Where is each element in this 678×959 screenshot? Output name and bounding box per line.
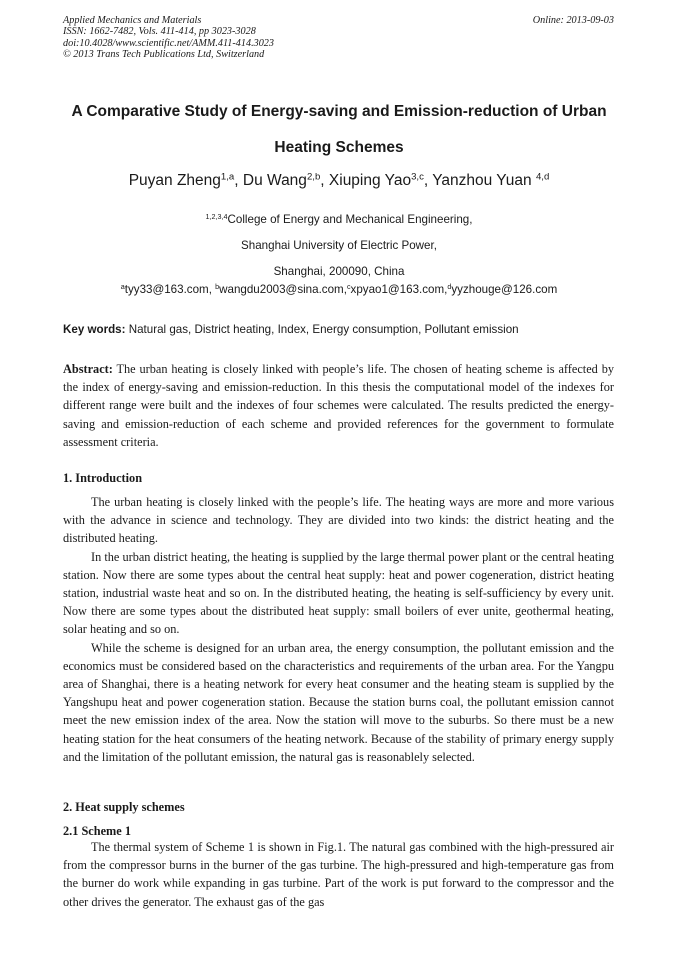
paper-title — [40, 94, 638, 166]
affiliation-line-3: Shanghai, 200090, China — [273, 265, 405, 278]
paragraph: The urban heating is closely linked with the people’s life. The heating ways are more and more various with the advance in science and technology. They are divided into two kinds: the district heating and the distributed heating. — [63, 495, 614, 546]
issn: ISSN: 1662-7482, Vols. 411-414, pp 3023-3028 — [63, 26, 256, 38]
paragraph: The thermal system of Scheme 1 is shown in Fig.1. The natural gas combined with the high-pressured air from the compressor burns in the burner of the gas turbine. The high-pressured and high-temperature gas from the burner do work while expanding in gas turbine. Part of the work is put forward to the compressor and the other drives the generator. The exhaust gas of the gas — [63, 840, 614, 909]
section-heading: 1. Introduction — [63, 471, 143, 485]
affiliation-line-2: Shanghai University of Electric Power, — [241, 239, 437, 252]
email: $^d$yyzhouge@126.com — [447, 282, 558, 296]
author-list — [40, 172, 638, 190]
author: Xiuping Yao$^{3,c}$, — [328, 171, 433, 189]
keywords — [63, 321, 623, 338]
title-line-2: Heating Schemes — [274, 139, 404, 156]
keywords-label: Key words: — [63, 323, 126, 336]
author: Du Wang$^{2,b}$, — [242, 171, 329, 189]
title-line-1: A Comparative Study of Energy-saving and Emission-reduction of Urban — [71, 103, 607, 120]
scheme1-body — [63, 838, 614, 911]
email: $^a$tyy33@163.com, — [120, 282, 216, 296]
author-emails — [40, 281, 638, 299]
paragraph: In the urban district heating, the heating is supplied by the large thermal power plant or the central heating station. Now there are some types about the central heat supply: heat and power cogeneration, district heating station, industrial waste heat and so on. In the distributed heating, the heating is self-sufficiency by every unit. Now there are some types about the distributed heat supply: small boilers of ever unite, geothermal heating, solar heating and so on. — [63, 549, 614, 637]
affiliation — [40, 207, 638, 285]
doi: doi:10.4028/www.scientific.net/AMM.411-414.3023 — [63, 37, 274, 49]
copyright: © 2013 Trans Tech Publications Ltd, Switzerland — [63, 49, 265, 61]
author: Puyan Zheng$^{1,a}$, — [128, 171, 243, 189]
email: $^b$wangdu2003@sina.com, — [215, 282, 347, 296]
journal-name: Applied Mechanics and Materials — [63, 15, 202, 26]
email: $^c$xpyao1@163.com, — [346, 282, 448, 296]
paragraph: While the scheme is designed for an urban area, the energy consumption, the pollutant emission and the economics must be considered based on the characteristics and requirements of the urban area. For the Yangpu area of Shanghai, there is a heating network for every heat consumer and the heating steam is supplied by the Yangshupu heat and power cogeneration station. Because the station burns coal, the pollutant emission cannot meet the new emission index of the area. Now the station will move to the suburbs. So there must be a new heating station for the heat consumers of the heating network. Because of the stability of primary energy supply and the limitation of the pollutant emission, the natural gas is reasonablely selected. — [63, 640, 614, 764]
journal-header — [63, 15, 274, 61]
abstract-label: Abstract: — [63, 362, 113, 376]
section-heading: 2. Heat supply schemes — [63, 800, 185, 814]
online-date: Online: 2013-09-03 — [532, 15, 614, 26]
author: Yanzhou Yuan $^{4,d}$ — [432, 171, 550, 189]
abstract — [63, 360, 614, 451]
introduction-body — [63, 493, 614, 766]
abstract-text: The urban heating is closely linked with people’s life. The chosen of heating scheme is affected by the index of energy-saving and emission-reduction. In this thesis the computational model of the indexes for different range were built and the indexes of four schemes were calculated. The results predicted the energy-saving and emission-reduction of each scheme and provided references for the government to formulate assessment criteria. — [63, 362, 614, 449]
affiliation-line-1: $^{1,2,3,4}$College of Energy and Mechanical Engineering, — [205, 212, 473, 226]
keywords-text: Natural gas, District heating, Index, Energy consumption, Pollutant emission — [125, 323, 519, 336]
subsection-heading: 2.1 Scheme 1 — [63, 824, 131, 838]
